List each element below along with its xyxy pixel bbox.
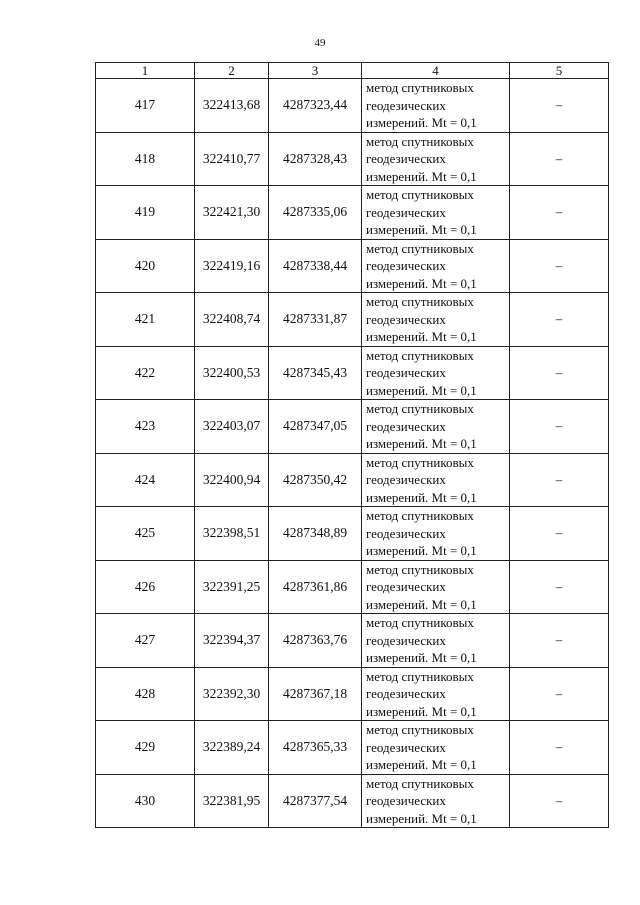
note-cell: – [510, 453, 609, 507]
method-line: измерений. Mt = 0,1 [366, 436, 477, 451]
method-line: измерений. Mt = 0,1 [366, 329, 477, 344]
y-coordinate-cell: 4287347,05 [269, 400, 362, 454]
method-cell [362, 560, 510, 614]
method-cell [362, 774, 510, 828]
y-coordinate-cell: 4287323,44 [269, 79, 362, 133]
y-coordinate-cell: 4287331,87 [269, 293, 362, 347]
table-row [96, 507, 609, 561]
method-line: геодезических [366, 472, 446, 487]
point-number-cell: 428 [96, 667, 195, 721]
method-line: метод спутниковых [366, 294, 474, 309]
table-row [96, 79, 609, 133]
method-line: измерений. Mt = 0,1 [366, 168, 477, 184]
table-row [96, 667, 609, 721]
y-coordinate-cell: 4287350,42 [269, 453, 362, 507]
method-line: метод спутниковых [366, 668, 474, 684]
x-coordinate-cell: 322421,30 [195, 186, 269, 240]
method-line: геодезических [366, 258, 446, 273]
method-line: метод спутниковых [366, 187, 474, 202]
method-line: измерений. Mt = 0,1 [366, 596, 477, 612]
table-row [96, 453, 609, 507]
method-line: геодезических [366, 151, 446, 166]
note-cell: – [510, 667, 609, 721]
point-number-cell: 424 [96, 453, 195, 507]
table-row [96, 186, 609, 240]
method-line: измерений. Mt = 0,1 [366, 757, 477, 772]
y-coordinate-cell: 4287377,54 [269, 774, 362, 828]
method-cell [362, 79, 510, 133]
y-coordinate-cell: 4287328,43 [269, 132, 362, 186]
method-line: измерений. Mt = 0,1 [366, 703, 477, 719]
point-number-cell: 422 [96, 346, 195, 400]
x-coordinate-cell: 322400,94 [195, 453, 269, 507]
y-coordinate-cell: 4287345,43 [269, 346, 362, 400]
method-line: геодезических [366, 311, 446, 327]
y-coordinate-cell: 4287365,33 [269, 721, 362, 775]
point-number-cell: 420 [96, 239, 195, 293]
method-line: измерений. Mt = 0,1 [366, 650, 477, 665]
page-number: 49 [314, 37, 326, 49]
note-cell: – [510, 79, 609, 133]
table-header-row [96, 63, 609, 79]
method-line: метод спутниковых [366, 775, 474, 791]
y-coordinate-cell: 4287361,86 [269, 560, 362, 614]
method-line: измерений. Mt = 0,1 [366, 382, 477, 398]
x-coordinate-cell: 322403,07 [195, 400, 269, 454]
point-number-cell: 426 [96, 560, 195, 614]
method-cell [362, 400, 510, 454]
table-row [96, 239, 609, 293]
method-cell [362, 507, 510, 561]
method-line: геодезических [366, 418, 446, 434]
column-header-5: 5 [510, 63, 609, 79]
x-coordinate-cell: 322413,68 [195, 79, 269, 133]
point-number-cell: 429 [96, 721, 195, 775]
y-coordinate-cell: 4287363,76 [269, 614, 362, 668]
method-cell [362, 132, 510, 186]
point-number-cell: 427 [96, 614, 195, 668]
coordinates-table [95, 62, 609, 828]
method-line: метод спутниковых [366, 401, 474, 416]
note-cell: – [510, 239, 609, 293]
table-row [96, 614, 609, 668]
y-coordinate-cell: 4287338,44 [269, 239, 362, 293]
table-row [96, 346, 609, 400]
point-number-cell: 419 [96, 186, 195, 240]
note-cell: – [510, 507, 609, 561]
method-cell [362, 186, 510, 240]
method-line: метод спутниковых [366, 561, 474, 577]
method-line: измерений. Mt = 0,1 [366, 115, 477, 130]
method-line: метод спутниковых [366, 722, 474, 737]
x-coordinate-cell: 322419,16 [195, 239, 269, 293]
table-row [96, 774, 609, 828]
table-row [96, 132, 609, 186]
x-coordinate-cell: 322381,95 [195, 774, 269, 828]
method-line: метод спутниковых [366, 454, 474, 470]
method-line: метод спутниковых [366, 615, 474, 630]
note-cell: – [510, 186, 609, 240]
method-cell [362, 293, 510, 347]
table-row [96, 400, 609, 454]
point-number-cell: 421 [96, 293, 195, 347]
x-coordinate-cell: 322398,51 [195, 507, 269, 561]
method-line: метод спутниковых [366, 133, 474, 149]
point-number-cell: 423 [96, 400, 195, 454]
note-cell: – [510, 560, 609, 614]
column-header-2: 2 [195, 63, 269, 79]
method-line: геодезических [366, 525, 446, 541]
x-coordinate-cell: 322410,77 [195, 132, 269, 186]
x-coordinate-cell: 322391,25 [195, 560, 269, 614]
method-cell [362, 239, 510, 293]
method-line: метод спутниковых [366, 508, 474, 523]
note-cell: – [510, 132, 609, 186]
x-coordinate-cell: 322389,24 [195, 721, 269, 775]
y-coordinate-cell: 4287367,18 [269, 667, 362, 721]
method-line: измерений. Mt = 0,1 [366, 275, 477, 291]
point-number-cell: 417 [96, 79, 195, 133]
x-coordinate-cell: 322394,37 [195, 614, 269, 668]
method-line: измерений. Mt = 0,1 [366, 489, 477, 505]
method-line: геодезических [366, 97, 446, 113]
x-coordinate-cell: 322408,74 [195, 293, 269, 347]
point-number-cell: 430 [96, 774, 195, 828]
x-coordinate-cell: 322400,53 [195, 346, 269, 400]
column-header-4: 4 [362, 63, 510, 79]
method-cell [362, 614, 510, 668]
method-line: геодезических [366, 686, 446, 701]
table-row [96, 560, 609, 614]
note-cell: – [510, 400, 609, 454]
column-header-3: 3 [269, 63, 362, 79]
table-body [96, 79, 609, 828]
x-coordinate-cell: 322392,30 [195, 667, 269, 721]
note-cell: – [510, 774, 609, 828]
table-row [96, 293, 609, 347]
table-row [96, 721, 609, 775]
method-cell [362, 721, 510, 775]
note-cell: – [510, 721, 609, 775]
method-line: геодезических [366, 793, 446, 808]
method-cell [362, 346, 510, 400]
method-line: геодезических [366, 739, 446, 755]
note-cell: – [510, 293, 609, 347]
method-cell [362, 453, 510, 507]
method-line: геодезических [366, 632, 446, 648]
method-line: геодезических [366, 365, 446, 380]
note-cell: – [510, 614, 609, 668]
column-header-1: 1 [96, 63, 195, 79]
method-line: метод спутниковых [366, 240, 474, 256]
method-line: измерений. Mt = 0,1 [366, 543, 477, 558]
method-line: измерений. Mt = 0,1 [366, 222, 477, 237]
note-cell: – [510, 346, 609, 400]
method-line: метод спутниковых [366, 347, 474, 363]
method-line: измерений. Mt = 0,1 [366, 810, 477, 826]
method-cell [362, 667, 510, 721]
point-number-cell: 425 [96, 507, 195, 561]
point-number-cell: 418 [96, 132, 195, 186]
method-line: геодезических [366, 579, 446, 594]
y-coordinate-cell: 4287348,89 [269, 507, 362, 561]
y-coordinate-cell: 4287335,06 [269, 186, 362, 240]
method-line: метод спутниковых [366, 80, 474, 95]
method-line: геодезических [366, 204, 446, 220]
